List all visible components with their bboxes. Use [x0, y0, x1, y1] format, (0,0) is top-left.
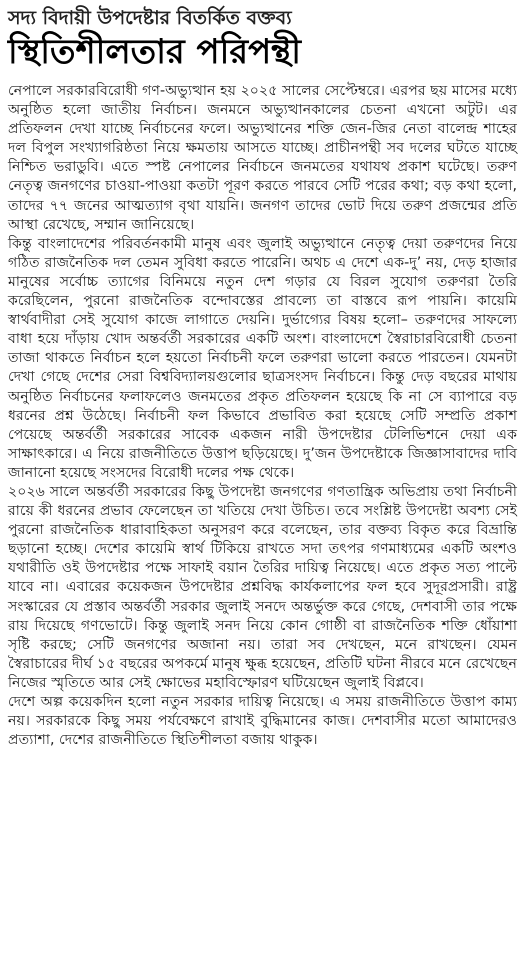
- article-body: [8, 82, 517, 750]
- paragraph: নেপালে সরকারবিরোধী গণ-অভ্যুত্থান হয় ২০২৫ সালের সেপ্টেম্বরে। এরপর ছয় মাসের মধ্যে অনুষ্ঠিত হলো জাতীয় নির্বাচন। জনমনে অভ্যুত্থানকালের চেতনা এখনো অটুট। এর প্রতিফলন দেখা যাচ্ছে নির্বাচনের ফলে। অভ্যুত্থানের শক্তি জেন-জির নেতা বালেন্দ্র শাহের দল বিপুল সংখ্যাগরিষ্ঠতা নিয়ে ক্ষমতায় আসতে যাচ্ছে। প্রাচীনপন্থী সব দলের ঘটতে যাচ্ছে নিশ্চিত ভরাডুবি। এতে স্পষ্ট নেপালের নির্বাচনে জনমতের যথাযথ প্রকাশ ঘটেছে। তরুণ নেতৃত্ব জনগণের চাওয়া-পাওয়া কতটা পূরণ করতে পারবে সেটি পরের কথা; বড় কথা হলো, তাদের ৭৭ জনের আত্মত্যাগ বৃথা যায়নি। জনগণ তাদের ভোট দিয়ে তরুণ প্রজন্মের প্রতি আস্থা রেখেছে, সম্মান জানিয়েছে।: [8, 83, 517, 233]
- paragraph: দেশে অল্প কয়েকদিন হলো নতুন সরকার দায়িত্ব নিয়েছে। এ সময় রাজনীতিতে উত্তাপ কাম্য নয়। সরকারকে কিছু সময় পর্যবেক্ষণে রাখাই বুদ্ধিমানের কাজ। দেশবাসীর মতো আমাদেরও প্রত্যাশা, দেশের রাজনীতিতে স্থিতিশীলতা বজায় থাকুক।: [8, 694, 517, 749]
- paragraph: ২০২৬ সালে অন্তর্বর্তী সরকারের কিছু উপদেষ্টা জনগণের গণতান্ত্রিক অভিপ্রায় তথা নির্বাচনী রায়ে কী ধরনের প্রভাব ফেলেছেন তা খতিয়ে দেখা উচিত। তবে সংশ্লিষ্ট উপদেষ্টা অবশ্য সেই পুরনো রাজনৈতিক ধারাবাহিকতা অনুসরণ করে বলেছেন, তার বক্তব্য বিকৃত করে বিভ্রান্তি ছড়ানো হচ্ছে। দেশের কায়েমি স্বার্থ টিকিয়ে রাখতে সদা তৎপর গণমাধ্যমের একটি অংশও যথারীতি ওই উপদেষ্টার পক্ষে সাফাই বয়ান তৈরির দায়িত্ব নিয়েছে। এতে প্রকৃত সত্য পাল্টে যাবে না। এবারের কয়েকজন উপদেষ্টার প্রশ্নবিদ্ধ কার্যকলাপের ফল হবে সুদূরপ্রসারী। রাষ্ট্র সংস্কারের যে প্রস্তাব অন্তর্বর্তী সরকার জুলাই সনদে অন্তর্ভুক্ত করে গেছে, দেশবাসী তার পক্ষে রায় দিয়েছে গণভোটে। কিন্তু জুলাই সনদ নিয়ে কোন গোষ্ঠী বা রাজনৈতিক শক্তি ধোঁয়াশা সৃষ্টি করছে; সেটি জনগণের অজানা নয়। তারা সব দেখছেন, মনে রাখছেন। যেমন স্বৈরাচারের দীর্ঘ ১৫ বছরের অপকর্মে মানুষ ক্ষুব্ধ হয়েছেন, প্রতিটি ঘটনা নীরবে মনে রেখেছেন নিজের স্মৃতিতে আর সেই ক্ষোভের মহাবিস্ফোরণ ঘটিয়েছেন জুলাই বিপ্লবে।: [8, 483, 517, 691]
- paragraph: কিন্তু বাংলাদেশের পরিবর্তনকামী মানুষ এবং জুলাই অভ্যুত্থানে নেতৃত্ব দেয়া তরুণদের নিয়ে গঠিত রাজনৈতিক দল তেমন সুবিধা করতে পারেনি। অথচ এ দেশে এক-দু’ নয়, দেড় হাজার মানুষের সর্বোচ্চ ত্যাগের বিনিময়ে নতুন দেশ গড়ার যে বিরল সুযোগ তরুণরা তৈরি করেছিলেন, পুরনো রাজনৈতিক বন্দোবস্তের প্রাবল্যে তা বাস্তবে রূপ পায়নি। কায়েমি স্বার্থবাদীরা সেই সুযোগ কাজে লাগাতে দেয়নি। দুর্ভাগ্যের বিষয় হলো– তরুণদের সাফল্যে বাধা হয়ে দাঁড়ায় খোদ অন্তর্বর্তী সরকারের একটি অংশ। বাংলাদেশে স্বৈরাচারবিরোধী চেতনা তাজা থাকতে নির্বাচন হলে হয়তো নির্বাচনী ফলে তরুণরা ভালো করতে পারতেন। যেমনটা দেখা গেছে দেশের সেরা বিশ্ববিদ্যালয়গুলোর ছাত্রসংসদ নির্বাচনে। কিন্তু দেড় বছরের মাথায় অনুষ্ঠিত নির্বাচনের ফলাফলেও জনমতের প্রকৃত প্রতিফলন হয়েছে কি না সে ব্যাপারে বড় ধরনের প্রশ্ন উঠেছে। নির্বাচনী ফল কিভাবে প্রভাবিত করা হয়েছে সেটি সম্প্রতি প্রকাশ পেয়েছে অন্তর্বর্তী সরকারের সাবেক একজন নারী উপদেষ্টার টেলিভিশনে দেয়া এক সাক্ষাৎকারে। এ নিয়ে রাজনীতিতে উত্তাপ ছড়িয়েছে। দু’জন উপদেষ্টাকে জিজ্ঞাসাবাদের দাবি জানানো হয়েছে সংসদের বিরোধী দলের পক্ষ থেকে।: [8, 235, 517, 481]
- headline: স্থিতিশীলতার পরিপন্থী: [8, 32, 301, 72]
- kicker: সদ্য বিদায়ী উপদেষ্টার বিতর্কিত বক্তব্য: [8, 7, 292, 29]
